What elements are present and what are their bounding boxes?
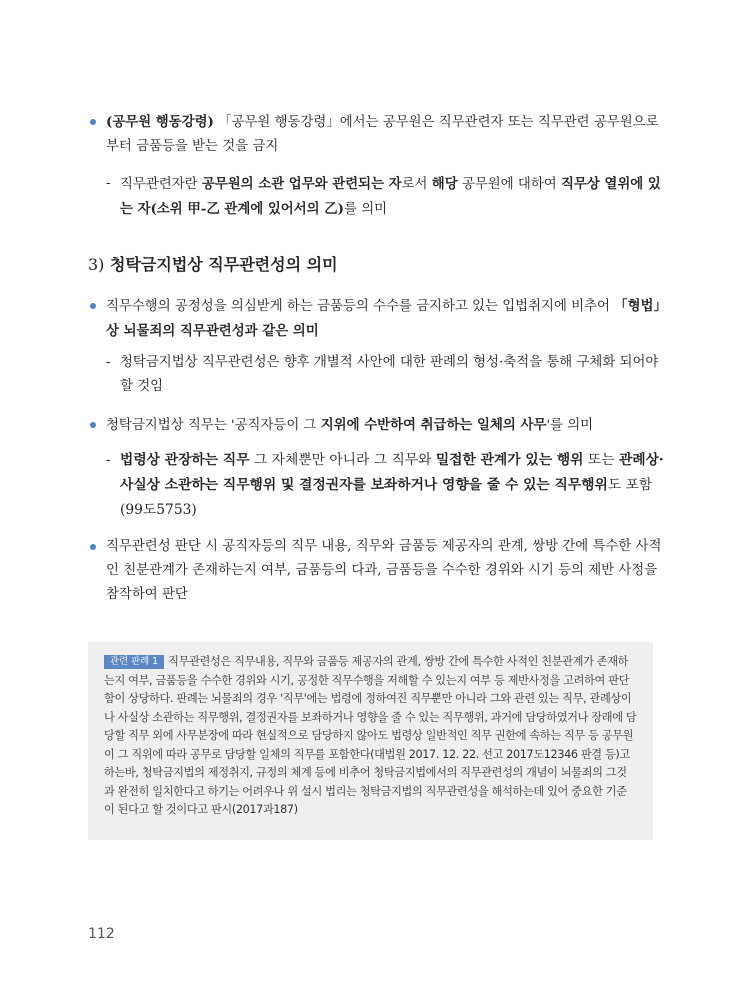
bullet-dot-icon	[90, 422, 96, 428]
bold-run: 공무원의 소관 업무와 관련되는 자	[201, 176, 402, 192]
bullet-text	[106, 294, 670, 344]
text-run: 청탁금지법상 직무는 '공직자등이 그	[106, 418, 321, 433]
section-heading	[88, 252, 338, 278]
text-run: 로서	[401, 177, 432, 192]
precedent-text: 직무관련성은 직무내용, 직무와 금품등 제공자의 관계, 쌍방 간에 특수한 사적인 친분관계가 존재하는지 여부, 금품등을 수수한 경위와 시기, 공정한 직무수행을 저해할 수 있는지 여부 등 제반사정을 고려하여 판단함이 상당하다. 판례는 뇌물죄의 경우 '직무'에는 법령에 정하여진 직무뿐만 아니라 그와 관련 있는 직무, 관례상이나 사실상 소관하는 직무행위, 결정권자를 보좌하거나 영향을 줄 수 있는 직무행위, 과거에 담당하였거나 장래에 담당할 직무 외에 사무분장에 따라 현실적으로 담당하지 않아도 법령상 일반적인 직무 권한에 속하는 직무 등 공무원이 그 직위에 따라 공무로 담당할 일체의 직무를 포함한다(대법원 2017. 12. 22. 선고 2017도12346 판결 등)고 하는바, 청탁금지법의 제정취지, 규정의 체계 등에 비추어 청탁금지법에서의 직무관련성의 개념이 뇌물죄의 그것과 완전히 일치한다고 하기는 어려우나 위 설시 법리는 청탁금지법의 직무관련성을 해석하는데 있어 중요한 기준이 된다고 할 것이다고 판시(2017과187)	[104, 655, 637, 816]
related-precedent-box	[88, 642, 653, 840]
text-run: '를 의미	[546, 418, 594, 433]
text-run: 직무관련자란	[120, 177, 202, 192]
precedent-label-badge: 관련 판례 1	[104, 655, 164, 669]
text-run: 직무수행의 공정성을 의심받게 하는 금품등의 수수를 금지하고 있는 입법취지에 비추어	[106, 299, 615, 314]
bullet-bold-title: (공무원 행동강령)	[106, 114, 214, 130]
bullet-text: 직무관련성 판단 시 공직자등의 직무 내용, 직무와 금품등 제공자의 관계, 쌍방 간에 특수한 사적인 친분관계가 존재하는지 여부, 금품등의 다과, 금품등을 수수한 경위와 시기 등의 제반 사정을 참작하여 판단	[106, 539, 662, 602]
text-run: 공무원에 대하여	[457, 177, 561, 192]
bold-run: 지위에 수반하여 취급하는 일체의 사무	[320, 417, 547, 433]
bold-run: 직무상 열위에 있는 자(소위 甲-乙 관계에 있어서의 乙)	[120, 176, 661, 217]
bullet-duty-definition	[90, 413, 670, 438]
sub-text: 청탁금지법상 직무관련성은 향후 개별적 사안에 대한 판례의 형성·축적을 통해 구체화 되어야 할 것임	[120, 355, 659, 394]
dash-marker: -	[106, 452, 111, 468]
text-run: 또는	[583, 452, 619, 468]
text-run: 도 포함 (99도5753)	[120, 477, 653, 518]
bullet-text	[106, 413, 670, 438]
bold-run: 해당	[431, 176, 458, 192]
bullet-dot-icon	[90, 119, 96, 125]
bullet-judgment-criteria	[90, 535, 670, 607]
page-number: 112	[88, 926, 115, 942]
text-run: 를 의미	[344, 202, 388, 217]
bullet-dot-icon	[90, 544, 96, 550]
bold-run: 「형법」상 뇌물죄의 직무관련성과 같은 의미	[106, 298, 667, 339]
bold-run: 법령상 관장하는 직무	[120, 452, 250, 468]
bullet-text	[106, 110, 670, 159]
sub-item-precedent	[106, 351, 670, 399]
bullet-legislative-intent	[90, 294, 670, 344]
bold-run: 밀접한 관계가 있는 행위	[435, 452, 584, 468]
bullet-body: 「공무원 행동강령」에서는 공무원은 직무관련자 또는 직무관련 공무원으로부터 금품등을 받는 것을 금지	[106, 115, 659, 154]
sub-item-related-person	[106, 172, 670, 222]
dash-marker: -	[106, 355, 111, 370]
bullet-code-of-conduct	[90, 110, 670, 159]
heading-title: 청탁금지법상 직무관련성의 의미	[110, 255, 338, 274]
sub-item-duty-scope	[106, 448, 670, 523]
sub-text	[120, 448, 670, 523]
bullet-dot-icon	[90, 303, 96, 309]
sub-text	[120, 172, 670, 222]
dash-marker: -	[106, 176, 111, 191]
bold-run: 관례상·사실상 소관하는 직무행위 및 결정권자를 보좌하거나 영향을 줄 수 있는 직무행위	[120, 452, 664, 493]
text-run: 그 자체뿐만 아니라 그 직무와	[249, 452, 436, 468]
heading-number: 3)	[88, 255, 105, 274]
